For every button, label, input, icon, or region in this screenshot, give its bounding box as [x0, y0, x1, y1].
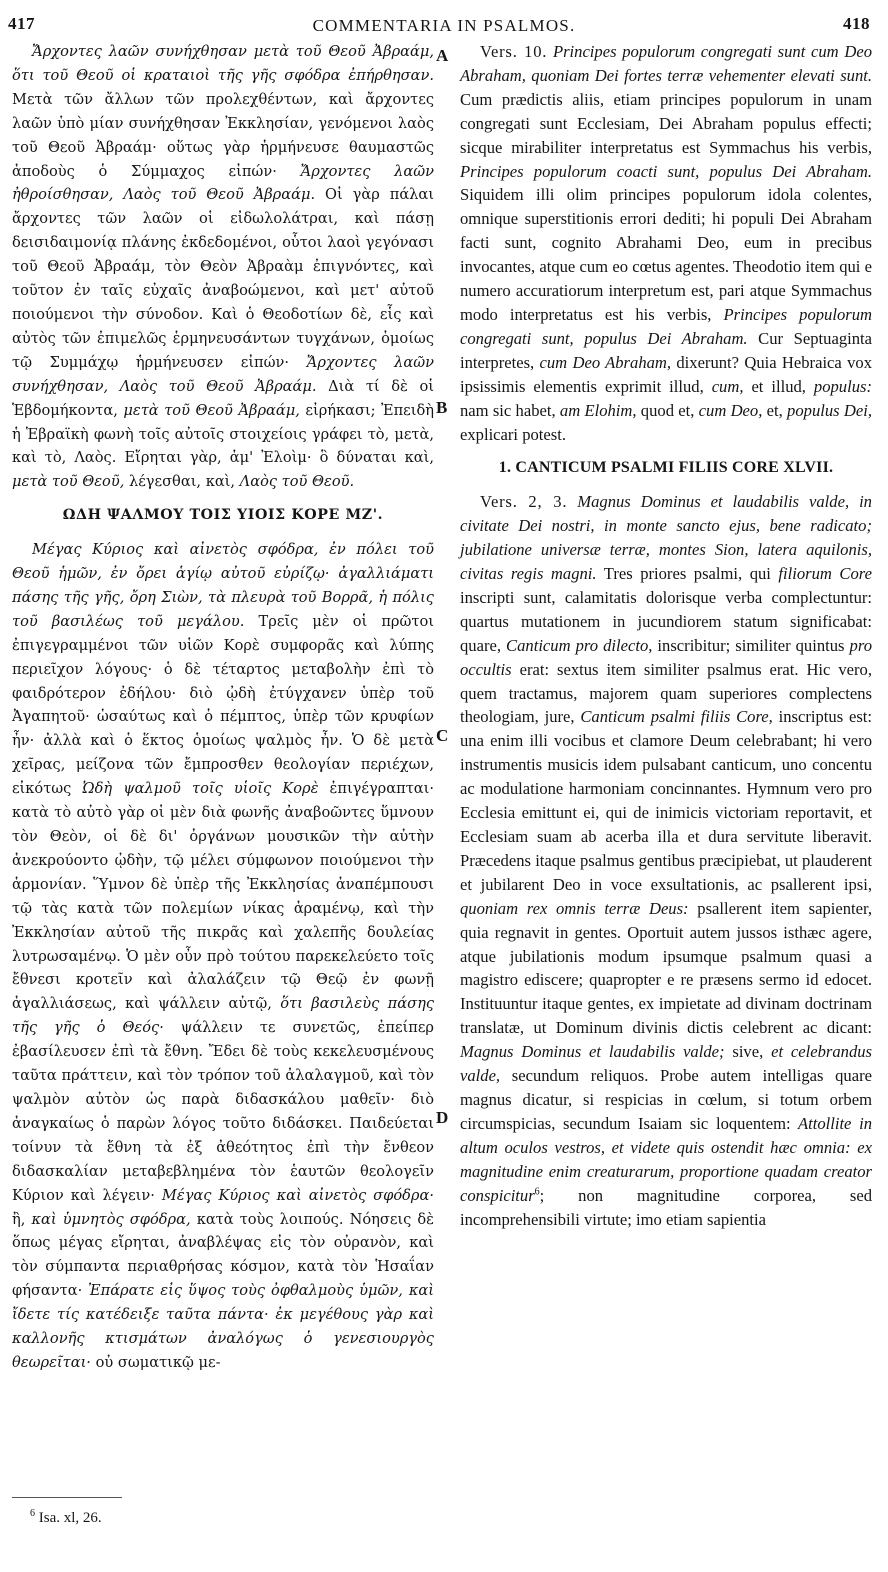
latin-lemma: Principes populorum congregati sunt cum Deo Abraham, quoniam Dei fortes terræ vehementer elevati sunt.: [460, 42, 872, 85]
verse-label: Vers. 2, 3.: [480, 492, 568, 512]
latin-section-heading: 1. CANTICUM PSALMI FILIIS CORE XLVII.: [498, 459, 834, 477]
latin-text: inscripti sunt, calamitatis dolorisque verba complectuntur: quartus mutationem in jucundiorem statum significabat: quare,: [460, 587, 872, 655]
latin-text: sive,: [724, 1042, 764, 1062]
latin-text: dixerunt? Quia Hebraica vox ipsissimis elementis exprimit illud,: [460, 352, 872, 396]
greek-quote: μετὰ τοῦ Θεοῦ Ἀβραάμ,: [117, 401, 300, 419]
greek-quote: Μέγας Κύριος καὶ αἰνετὸς σφόδρα·: [154, 1186, 434, 1204]
greek-text: Διὰ τί δὲ οἱ Ἑβδομήκοντα,: [12, 377, 434, 419]
greek-quote: ὅτι βασιλεὺς πάσης τῆς γῆς ὁ Θεός·: [12, 995, 434, 1037]
footnote-mark: 6: [30, 1508, 35, 1519]
latin-quote: Attollite in altum oculos vestros, et videte quis ostendit hæc omnia: ex magnitudine enim creaturarum, proportione quadam creator conspicitur: [460, 1113, 872, 1205]
greek-quote: Ἄρχοντες λαῶν συνήχθησαν, Λαὸς τοῦ Θεοῦ Ἀβραάμ.: [12, 353, 434, 395]
greek-text: ἐπιγέγραπται· κατὰ τὸ αὐτὸ γὰρ οἱ μὲν διὰ φωνῆς ἀναβοῶντες ὕμνουν τὸν Θεὸν, οἱ δὲ δι' ὀργάνων μουσικῶν τὴν αὐτὴν ἀνεκρούοντο ᾠδὴν, τῷ μέλει σύμφωνον ποιούμενοι τὴν ἁρμονίαν. Ὕμνον δὲ ὑπὲρ τῆς Ἐκκλησίας ἀναπέμπουσι τῷ τὰς κατὰ τῶν πολεμίων νίκας ἀραμένῳ, καὶ τὴν Ἐκκλησίαν αὐτοῦ τῆς πικρᾶς καὶ χαλεπῆς δουλείας λυτρωσαμένῳ. Ὁ μὲν οὖν πρὸ τούτου παρεκελεύετο τοῖς ἔθνεσι κροτεῖν καὶ ἀλαλάζειν τῷ Θεῷ ἐν φωνῇ ἀγαλλιάσεως, καὶ ψάλλειν αὐτῷ,: [12, 780, 434, 1013]
running-title: COMMENTARIA IN PSALMOS.: [312, 16, 576, 35]
latin-text: inscriptus est: una enim illi vocibus et clamore Deum celebrabant; hi vero instrumentis musicis idem pulsabant canticum, uno concentu ac modulatione harmoniam concinnantes. Hymnum vero pro Ecclesia emittunt ei, qui de inimicis victoriam reportavit, et Ecclesiam suam ab acerba illa et dura servitute liberavit. Præcedens itaque psalmus gentibus præcipiebat, ut plauderent et jubilarent Deo in voce exsultationis, ac psallerent ipsi,: [460, 707, 872, 894]
latin-text: inscribitur; similiter quintus: [652, 635, 845, 655]
margin-marker-c: C: [436, 726, 449, 745]
latin-quote: pro occultis: [460, 635, 872, 679]
latin-quote: quoniam rex omnis terræ Deus:: [460, 898, 689, 918]
margin-marker-d: D: [436, 1108, 449, 1127]
latin-paragraph-1: [460, 40, 872, 446]
latin-quote: Principes populorum coacti sunt, populus Dei Abraham.: [460, 161, 872, 181]
latin-text: et,: [762, 400, 783, 420]
latin-column: [460, 40, 872, 1231]
greek-text: ψάλλειν τε συνετῶς, ἐπείπερ ἐβασίλευσεν ἐπὶ τὰ ἔθνη. Ἔδει δὲ τοὺς κεκελευσμένους ταῦτα πράττειν, καὶ τὸν τρόπον τοῦ ἀλαλαγμοῦ, καὶ τὸν ψαλμὸν αὐτὸν ὡς παρὰ διδασκάλου μαθεῖν· διὸ ἀναγκαίως ὁ παρὼν λόγος τοῦτο διδάσκει. Παιδεύεται τοίνυν τὰ ἔθνη τὰ ἐξ ἀθεότητος ἐπὶ τὴν ἔνθεον διδασκαλίαν μεταβεβλημένα τὸν ἑαυτῶν θεολογεῖν Κύριον καὶ λέγειν·: [12, 1019, 434, 1204]
latin-paragraph-2: [460, 490, 872, 1231]
latin-quote: cum,: [703, 376, 744, 396]
footnote-text: Isa. xl, 26.: [38, 1510, 102, 1526]
latin-quote: populus Dei,: [782, 400, 872, 420]
greek-paragraph-2: [12, 538, 434, 1375]
greek-section-heading: ΩΔΗ ΨΑΛΜΟΥ ΤΟΙΣ ΥΙΟΙΣ ΚΟΡΕ ΜΖ'.: [62, 507, 384, 524]
latin-text: secundum reliquos. Probe autem intelligas quare magnus dicatur, si respicias in cœlum, si totum orbem circumspicias, secundum Isaiam sic loquentem:: [460, 1066, 872, 1133]
footnote-rule: [12, 1497, 122, 1498]
greek-text: Οἱ γὰρ πάλαι ἄρχοντες τῶν λαῶν οἱ εἰδωλολάτραι, καὶ πάσῃ δεισιδαιμονίᾳ πλάνης ἐκδεδομένοι, οὗτοι λαοὶ γεγόνασι τοῦ Θεοῦ Ἀβραάμ, τὸν Θεὸν Ἀβραὰμ ἐπιγνόντες, καὶ τοῦτον ἐν ταῖς εὐχαῖς ἀναβοώμενοι, καὶ μετ' αὐτοῦ ποιούμενοι τὴν σύνοδον. Καὶ ὁ Θεοδοτίων δὲ, εἷς καὶ αὐτὸς τῶν ἐπιμελῶς ἑρμηνευσάντων τυγχάνων, ὁμοίως τῷ Συμμάχῳ ἡρμήνευσεν εἰπών·: [12, 186, 434, 371]
latin-text: erat: sextus item similiter psalmus erat. Hic vero, quem tractamus, majorem quam superiores complectens theologiam, jure,: [460, 659, 872, 727]
greek-text: λέγεσθαι, καὶ,: [124, 473, 236, 491]
page-number-left: 417: [8, 14, 35, 33]
latin-text: Siquidem illi olim principes populorum idola colentes, omnique superstitionis errori dediti; hi populi Dei Abraham facti sunt, cognito Abrahami Deo, eum in precibus invocantes, atque cum eo cœtus agentes. Theodotio item qui e numero accuratiorum interpretum est, pari atque Symmachus modo interpretatus est his verbis,: [460, 185, 872, 324]
greek-column: [12, 40, 434, 1375]
page-number-right: 418: [843, 14, 870, 33]
latin-quote: populus:: [805, 376, 872, 396]
latin-text: quod et,: [636, 400, 695, 420]
greek-quote: Ἄρχοντες λαῶν ἠθροίσθησαν, Λαὸς τοῦ Θεοῦ Ἀβραάμ.: [12, 162, 434, 204]
verse-label: Vers. 10.: [480, 42, 548, 61]
greek-lemma: Μέγας Κύριος καὶ αἰνετὸς σφόδρα, ἐν πόλει τοῦ Θεοῦ ἡμῶν, ἐν ὄρει ἁγίῳ αὐτοῦ εὐρίζῳ· ἀγαλλιάματι πάσης τῆς γῆς, ὄρη Σιὼν, τὰ πλευρὰ τοῦ Βορρᾶ, ἡ πόλις τοῦ βασιλέως τοῦ μεγάλου.: [12, 541, 434, 630]
footnote: [30, 1510, 102, 1527]
greek-paragraph-1: [12, 40, 434, 494]
latin-quote: et celebrandus valde,: [460, 1042, 872, 1086]
latin-text: Tres priores psalmi, qui: [596, 564, 771, 584]
latin-text: nam sic habet,: [460, 400, 556, 420]
latin-quote: am Elohim,: [555, 400, 637, 420]
latin-quote: Canticum pro dilecto,: [501, 635, 653, 655]
greek-quote: Ὠδὴ ψαλμοῦ τοῖς υἱοῖς Κορὲ: [71, 780, 319, 798]
latin-lemma: Magnus Dominus et laudabilis valde, in civitate Dei nostri, in monte sancto ejus, bene radicato; jubilatione universæ terræ, montes Sion, latera aquilonis, civitas regis magni.: [460, 492, 872, 584]
latin-text: Cur Septuaginta interpretes,: [460, 328, 872, 372]
latin-text: explicari potest.: [460, 424, 566, 444]
margin-marker-a: A: [436, 46, 449, 65]
latin-quote: Magnus Dominus et laudabilis valde;: [460, 1042, 725, 1062]
greek-quote: Ἐπάρατε εἰς ὕψος τοὺς ὀφθαλμοὺς ὑμῶν, καὶ ἴδετε τίς κατέδειξε ταῦτα πάντα· ἐκ μεγέθους γὰρ καὶ καλλονῆς κτισμάτων ἀναλόγως ὁ γενεσιουργὸς θεωρεῖται·: [12, 1282, 434, 1371]
greek-lemma: Ἄρχοντες λαῶν συνήχθησαν μετὰ τοῦ Θεοῦ Ἀβραάμ, ὅτι τοῦ Θεοῦ οἱ κραταιοὶ τῆς γῆς σφόδρα ἐπήρθησαν.: [12, 43, 434, 84]
greek-text: Τρεῖς μὲν οἱ πρῶτοι ἐπιγεγραμμένοι τῶν υἱῶν Κορὲ συμφορᾶς καὶ λύπης περιεῖχον λόγους· ὁ δὲ τέταρτος μεταβολὴν ἐπὶ τὸ φαιδρότερον ἐδήλου· διὸ ᾠδὴ ἐτύγχανεν ὑπὲρ τοῦ Ἀγαπητοῦ· ὡσαύτως καὶ ὁ πέμπτος, ὑπὲρ τῶν κρυφίων ἦν· ἀλλὰ καὶ ὁ ἕκτος ὁμοίως ψαλμὸς ἦν. Ὁ δὲ μετὰ χεῖρας, μείζονα τῶν ἔμπροσθεν θεολογίαν περιέχων, εἰκότως: [12, 612, 434, 798]
latin-quote: filiorum Core: [770, 564, 872, 584]
latin-quote: cum Deo,: [694, 400, 763, 420]
footnote-reference: 6: [534, 1186, 540, 1198]
greek-quote: καὶ ὑμνητὸς σφόδρα,: [25, 1210, 191, 1228]
greek-text: οὐ σωματικῷ με-: [90, 1353, 221, 1371]
greek-text: Μετὰ τῶν ἄλλων τῶν προλεχθέντων, καὶ ἄρχοντες λαῶν ὑπὸ μίαν συνήχθησαν Ἐκκλησίαν, γενόμενοι λαὸς τοῦ Θεοῦ Ἀβραάμ· οὕτως γὰρ ἡρμήνευσε θαυμαστῶς ἀποδοὺς ὁ Σύμμαχος εἰπών·: [12, 90, 434, 180]
latin-text: et illud,: [743, 376, 806, 396]
latin-text: Cum prædictis aliis, etiam principes populorum in unam congregati sunt Ecclesiam, Dei Abraham populus effecti; sicque mirabiliter interpretatus est Symmachus his verbis,: [460, 89, 872, 157]
greek-quote: μετὰ τοῦ Θεοῦ,: [12, 473, 125, 491]
greek-text: εἰρήκασι; Ἐπειδὴ ἡ Ἑβραϊκὴ φωνὴ τοῖς αὐτοῖς στοιχείοις γράφει τὸ, μετὰ, καὶ τὸ, Λαὸς. Εἴρηται γὰρ, ἀμ' Ἐλοὶμ· ὃ δύναται καὶ,: [12, 401, 434, 467]
latin-text: psallerent item sapienter, quia regnavit in gentes. Oportuit autem jussos isthæc agere, atque jubilationis modum ipsumque psalmum quasi a magistro ediscere; quapropter e re præsens sermo id edocet. Instituuntur itaque gentes, ex impietate ad divinam doctrinam translatæ, ut Dominum divinis dictis celebrent ac dicant:: [460, 898, 872, 1038]
page-header: [0, 4, 888, 34]
greek-quote: Λαὸς τοῦ Θεοῦ.: [235, 473, 355, 491]
latin-quote: cum Deo Abraham,: [534, 352, 672, 372]
greek-text: κατὰ τοὺς λοιπούς. Νόησεις δὲ ὅπως μέγας εἴρηται, ἀναβλέψας εἰς τὸν οὐρανὸν, καὶ τὸν σύμπαντα περιαθρήσας κόσμον, κατὰ τὸν Ἡσαΐαν φήσαντα·: [12, 1210, 434, 1300]
greek-text: ἢ,: [12, 1210, 26, 1228]
latin-quote: Canticum psalmi filiis Core,: [574, 707, 773, 727]
latin-quote: Principes populorum congregati sunt, populus Dei Abraham.: [460, 304, 872, 348]
latin-text: ; non magnitudine corporea, sed incomprehensibili virtute; imo etiam sapientia: [460, 1185, 872, 1229]
margin-marker-b: B: [436, 398, 448, 417]
